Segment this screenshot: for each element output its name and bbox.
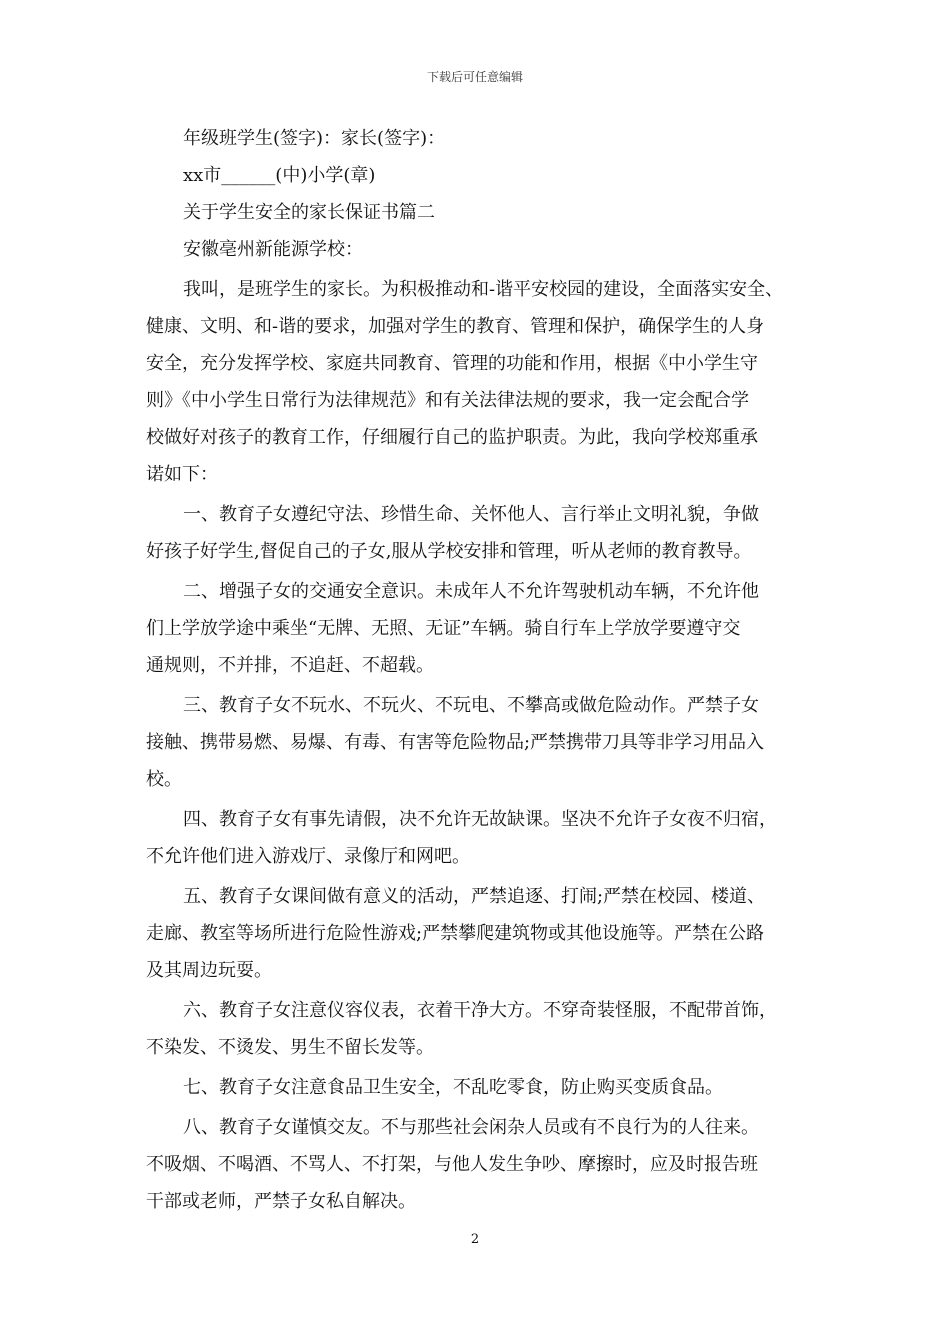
section-title: 关于学生安全的家长保证书篇二 xyxy=(183,202,435,223)
text-line: 干部或老师，严禁子女私自解决。 xyxy=(146,1191,416,1212)
text-line: 走廊、教室等场所进行危险性游戏;严禁攀爬建筑物或其他设施等。严禁在公路 xyxy=(146,923,765,944)
text-line: 不染发、不烫发、男生不留长发等。 xyxy=(146,1037,434,1058)
text-line: 三、教育子女不玩水、不玩火、不玩电、不攀高或做危险动作。严禁子女 xyxy=(183,695,759,716)
page-number: 2 xyxy=(470,1232,480,1247)
text-line: 七、教育子女注意食品卫生安全，不乱吃零食，防止购买变质食品。 xyxy=(183,1077,723,1098)
text-line: 及其周边玩耍。 xyxy=(146,960,272,981)
pledge-item-6 xyxy=(146,992,810,1066)
pledge-item-8 xyxy=(146,1109,810,1220)
text-line: 通规则，不并排，不追赶、不超载。 xyxy=(146,655,434,676)
pledge-item-3 xyxy=(146,687,810,798)
text-line: 则》《中小学生日常行为法律规范》和有关法律法规的要求，我一定会配合学 xyxy=(146,390,749,411)
text-line: 不允许他们进入游戏厅、录像厅和网吧。 xyxy=(146,846,470,867)
text-line: 诺如下： xyxy=(146,464,218,485)
text-line: 好孩子好学生,督促自己的子女,服从学校安排和管理，听从老师的教育教导。 xyxy=(146,541,752,562)
document-body xyxy=(146,120,810,1220)
text-line: 们上学放学途中乘坐“无牌、无照、无证”车辆。骑自行车上学放学要遵守交 xyxy=(146,618,741,639)
pledge-item-4 xyxy=(146,801,810,875)
text-line: 二、增强子女的交通安全意识。未成年人不允许驾驶机动车辆，不允许他 xyxy=(183,581,759,602)
school-seal-line: xx市______(中)小学(章) xyxy=(183,165,376,186)
addressee: 安徽亳州新能源学校： xyxy=(183,239,363,260)
page-header: 下载后可任意编辑 xyxy=(426,70,523,84)
text-line: 校做好对孩子的教育工作，仔细履行自己的监护职责。为此，我向学校郑重承 xyxy=(146,427,758,448)
text-line: 我叫，是班学生的家长。为积极推动和-谐平安校园的建设，全面落实安全、 xyxy=(183,279,784,300)
text-line: 不吸烟、不喝酒、不骂人、不打架，与他人发生争吵、摩擦时，应及时报告班 xyxy=(146,1154,758,1175)
pledge-item-5 xyxy=(146,878,810,989)
text-line: 接触、携带易燃、易爆、有毒、有害等危险物品;严禁携带刀具等非学习用品入 xyxy=(146,732,765,753)
intro-paragraph xyxy=(146,271,810,493)
text-line: 八、教育子女谨慎交友。不与那些社会闲杂人员或有不良行为的人往来。 xyxy=(183,1117,759,1138)
text-line: 安全，充分发挥学校、家庭共同教育、管理的功能和作用，根据《中小学生守 xyxy=(146,353,758,374)
text-line: 四、教育子女有事先请假，决不允许无故缺课。坚决不允许子女夜不归宿， xyxy=(183,809,777,830)
text-line: 五、教育子女课间做有意义的活动，严禁追逐、打闹;严禁在校园、楼道、 xyxy=(183,886,766,907)
pledge-item-7 xyxy=(146,1069,810,1106)
text-line: 一、教育子女遵纪守法、珍惜生命、关怀他人、言行举止文明礼貌，争做 xyxy=(183,504,759,525)
pledge-item-2 xyxy=(146,573,810,684)
pledge-item-1 xyxy=(146,496,810,570)
text-line: 校。 xyxy=(146,769,182,790)
signature-line: 年级班学生(签字)：家长(签字)： xyxy=(183,128,446,149)
text-line: 健康、文明、和-谐的要求，加强对学生的教育、管理和保护，确保学生的人身 xyxy=(146,316,765,337)
text-line: 六、教育子女注意仪容仪表，衣着干净大方。不穿奇装怪服，不配带首饰， xyxy=(183,1000,777,1021)
